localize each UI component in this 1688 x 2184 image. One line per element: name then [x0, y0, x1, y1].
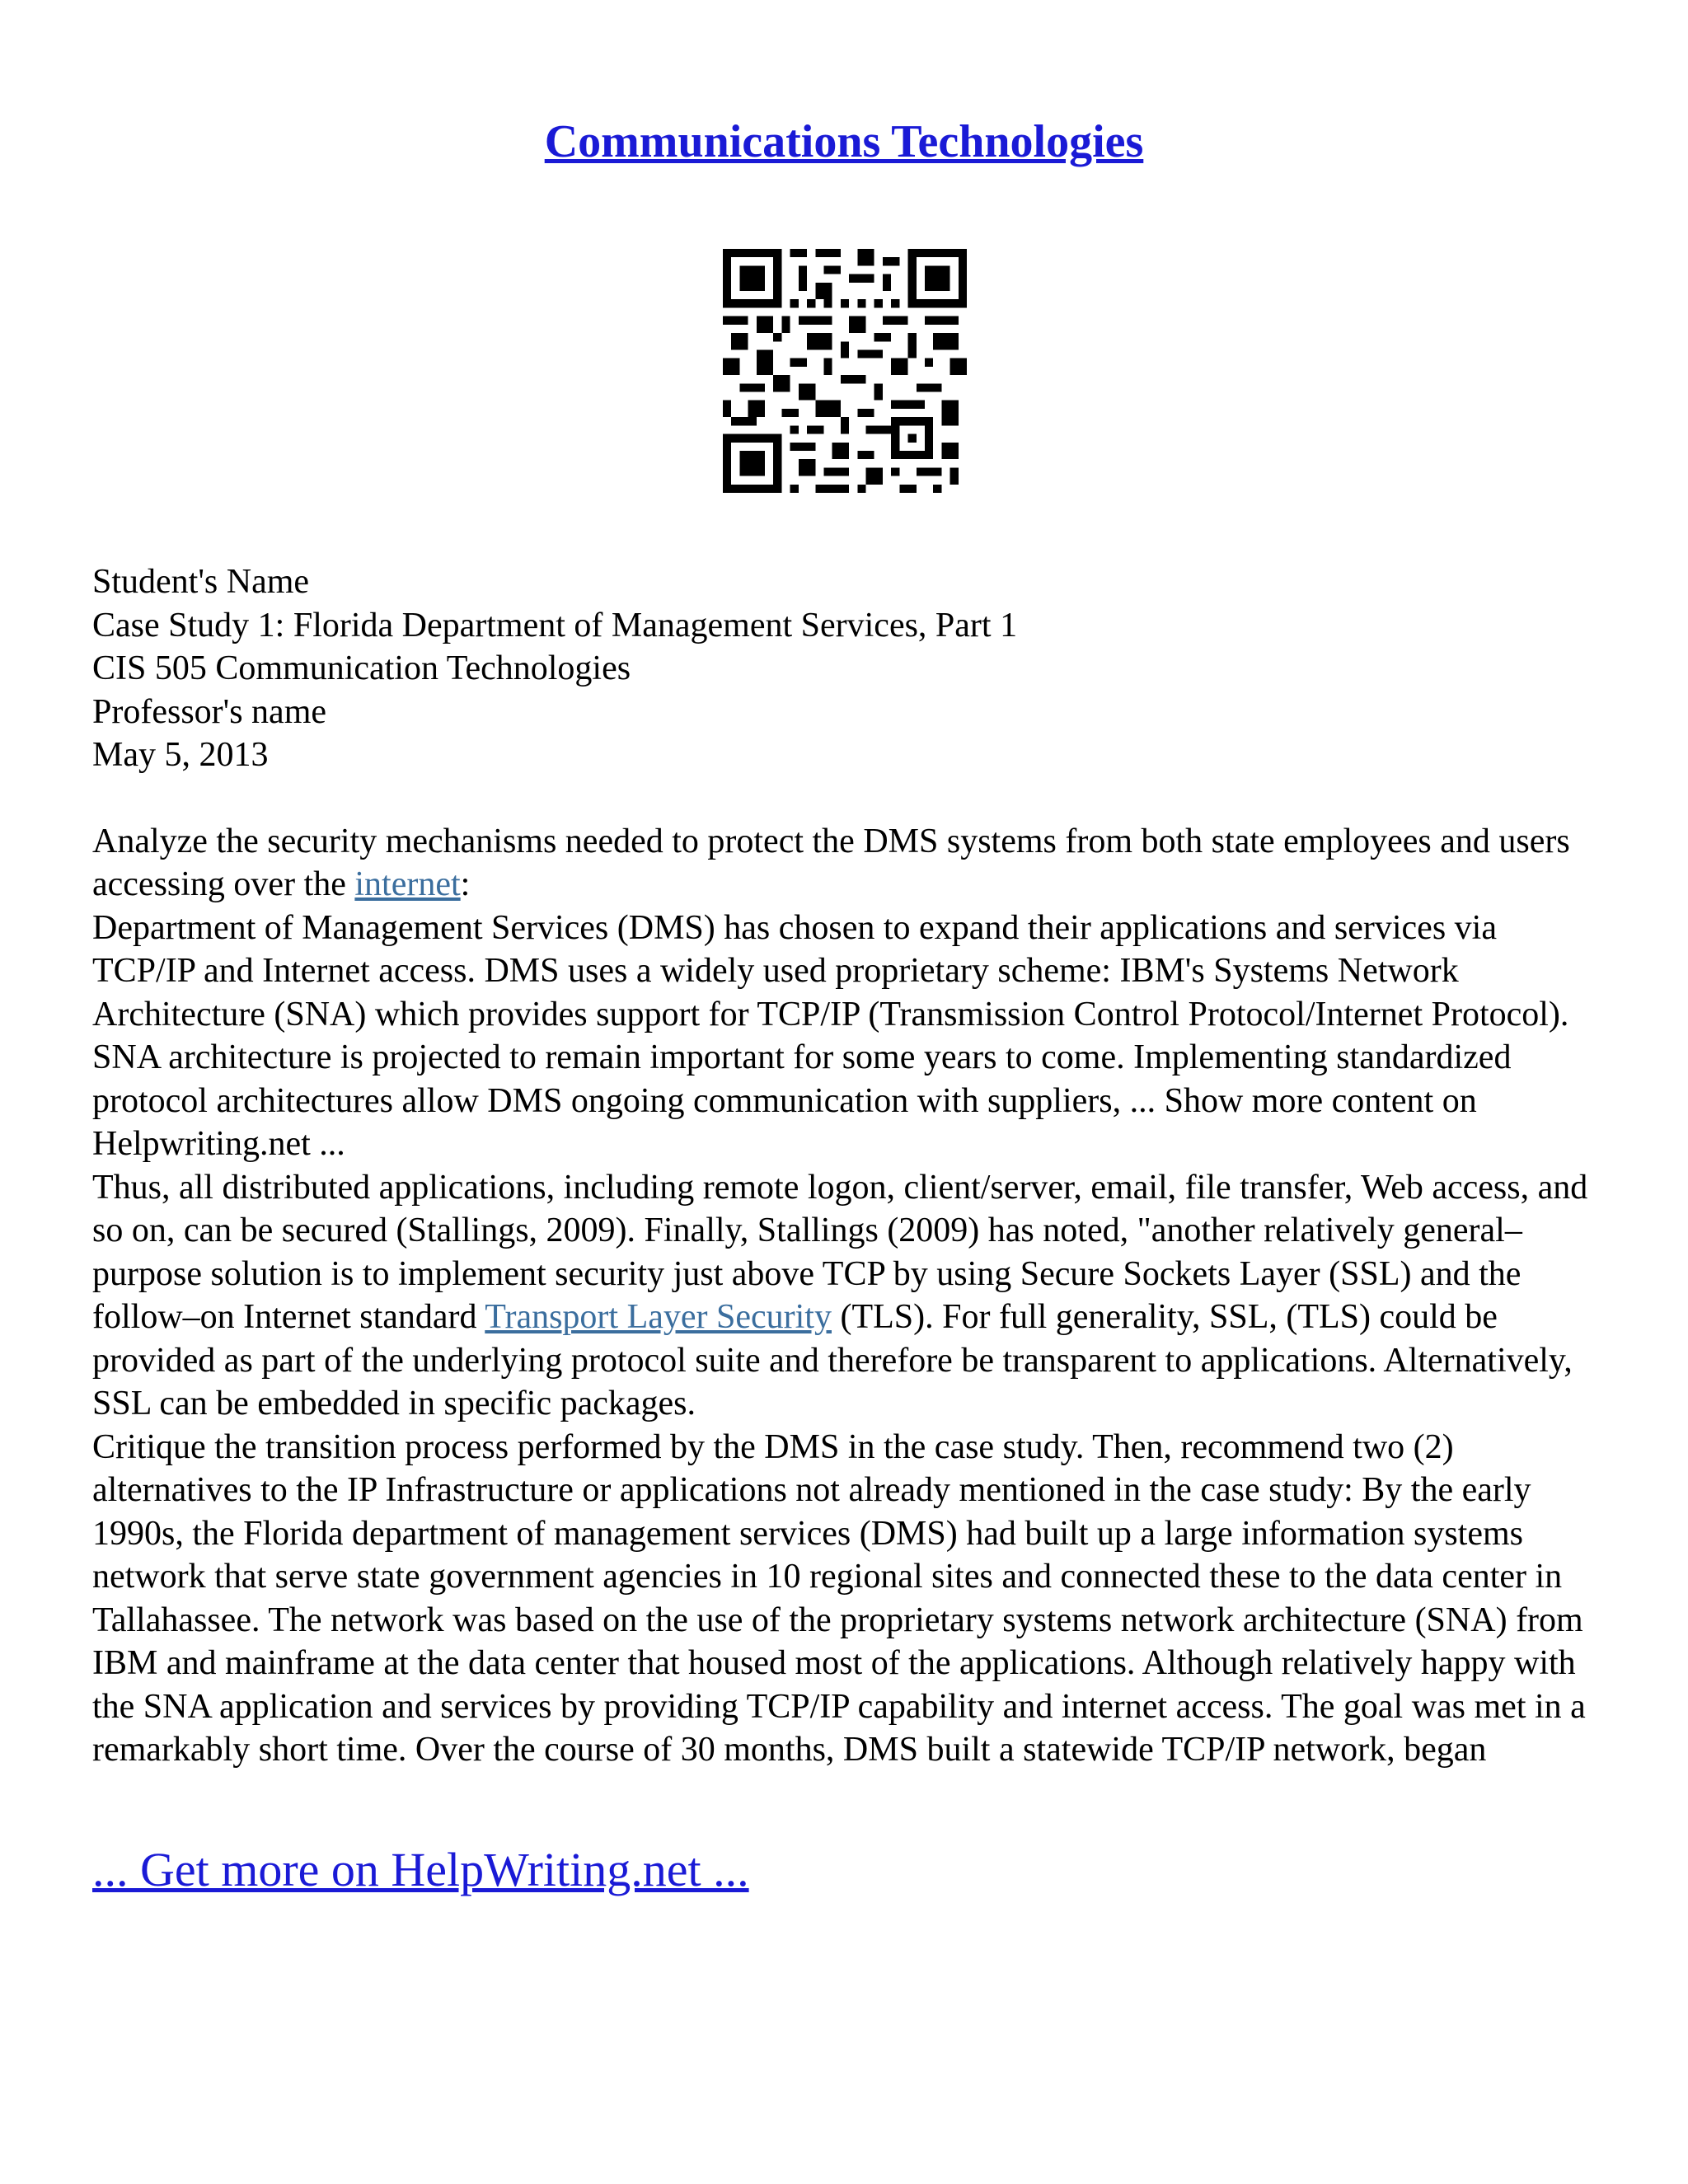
paragraph-critique: Critique the transition process performed by the DMS in the case study. Then, recommend two (2) alternatives to the IP Infrastructure or applications not already mentioned in the case study: By the early 1990s, the Florida department of management services (DMS) had built up a large information systems network that serve state government agencies in 10 regional sites and connected these to the data center in Tallahassee. The network was based on the use of the proprietary systems network architecture (SNA) from IBM and mainframe at the data center that housed most of the applications. Although relatively happy with the SNA application and services by providing TCP/IP capability and internet access. The goal was met in a remarkably short time. Over the course of 30 months, DMS built a statewide TCP/IP network, began: [92, 1427, 1586, 1769]
get-more-link[interactable]: ... Get more on HelpWriting.net ...: [92, 1843, 749, 1896]
page-title: [0, 115, 1688, 168]
qr-code: [723, 249, 967, 493]
paragraph-analyze-tail: :: [460, 865, 471, 903]
paragraph-gap: [92, 777, 1601, 820]
course-line: CIS 505 Communication Technologies: [92, 649, 631, 687]
paragraph-stallings-text: Thus, all distributed applications, including remote logon, client/server, email, file transfer, Web access, and so on, can be secured (Stallings, 2009). Finally, Stallings (2009) has noted, "another relatively general–purpose solution is to implement security just above TCP by using Secure Sockets Layer (SSL) and the follow–on Internet standard: [92, 1168, 1588, 1336]
internet-link[interactable]: internet: [354, 865, 461, 903]
date-line: May 5, 2013: [92, 736, 269, 774]
student-name-line: Student's Name: [92, 563, 310, 601]
paragraph-analyze: [92, 820, 1601, 907]
tls-link[interactable]: Transport Layer Security: [485, 1298, 832, 1336]
professor-line: Professor's name: [92, 692, 327, 731]
case-study-line: Case Study 1: Florida Department of Management Services, Part 1: [92, 606, 1018, 644]
document-body: [92, 560, 1601, 1772]
paragraph-stallings-tail: (TLS). For full generality, SSL, (TLS) could be provided as part of the underlying protocol suite and therefore be transparent to applications. Alternatively, SSL can be embedded in specific packages.: [92, 1298, 1573, 1422]
title-link[interactable]: Communications Technologies: [544, 116, 1144, 167]
get-more-line: [92, 1842, 749, 1897]
paragraph-dms: Department of Management Services (DMS) has chosen to expand their applications and services via TCP/IP and Internet access. DMS uses a widely used proprietary scheme: IBM's Systems Network Architecture (SNA) which provides support for TCP/IP (Transmission Control Protocol/Internet Protocol). SNA architecture is projected to remain important for some years to come. Implementing standardized protocol architectures allow DMS ongoing communication with suppliers, ... Show more content on Helpwriting.net ...: [92, 908, 1569, 1163]
paragraph-stallings: [92, 1166, 1601, 1426]
paragraph-analyze-text: Analyze the security mechanisms needed to protect the DMS systems from both state employees and users accessing over the: [92, 822, 1570, 903]
